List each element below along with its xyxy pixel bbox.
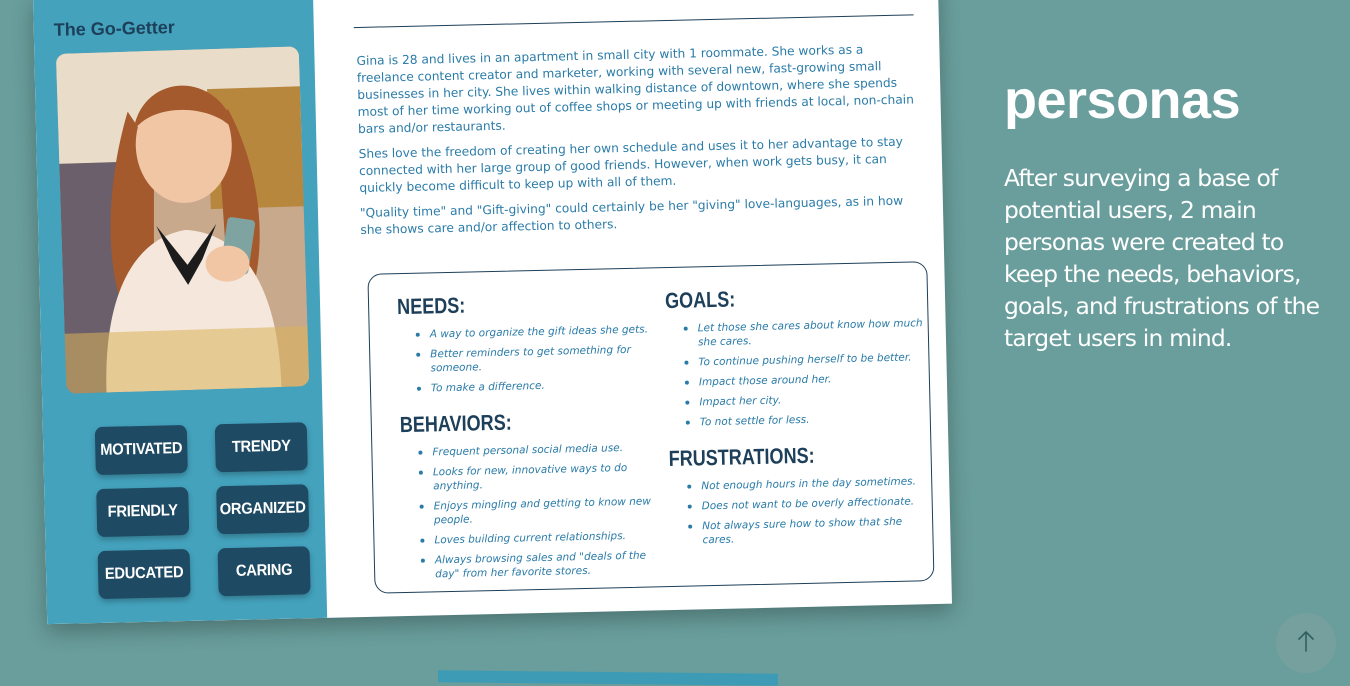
list-item: Looks for new, innovative ways to do anything. bbox=[419, 460, 662, 493]
persona-bio bbox=[356, 40, 920, 247]
section-heading: personas bbox=[1004, 70, 1241, 130]
attributes-right-column bbox=[665, 282, 931, 564]
list-item: Not enough hours in the day sometimes. bbox=[687, 474, 929, 493]
bio-paragraph: "Quality time" and "Gift-giving" could certainly be her "giving" love-languages, as in how she shows care and/or affection to others. bbox=[359, 193, 904, 237]
frustrations-list bbox=[669, 474, 930, 548]
list-item: Not always sure how to show that she cares. bbox=[688, 514, 931, 547]
trait-tag: FRIENDLY bbox=[96, 487, 189, 537]
trait-tag: EDUCATED bbox=[98, 549, 191, 599]
bio-paragraph: Gina is 28 and lives in an apartment in small city with 1 roommate. She works as a freelance content creator and marketer, working with several new, fast-growing small businesses in her city. She lives within walking distance of downtown, where she spends most of her time working out of coffee shops or meeting up with friends at local, non-chain bars and/or restaurants. bbox=[356, 42, 914, 137]
list-item: A way to organize the gift ideas she gets. bbox=[416, 322, 658, 341]
goals-heading: GOALS: bbox=[664, 286, 736, 314]
list-item: To make a difference. bbox=[417, 376, 659, 395]
scroll-to-top-button[interactable] bbox=[1276, 613, 1336, 673]
section-intro bbox=[1004, 60, 1334, 354]
persona-photo bbox=[56, 46, 310, 393]
list-item: Loves building current relationships. bbox=[420, 528, 662, 547]
list-item: Impact her city. bbox=[685, 390, 927, 409]
goals-list bbox=[666, 316, 928, 430]
trait-tag: CARING bbox=[218, 546, 311, 596]
behaviors-list bbox=[400, 440, 663, 582]
arrow-up-icon bbox=[1296, 629, 1316, 657]
behaviors-heading: BEHAVIORS: bbox=[399, 409, 512, 438]
trait-tag: TRENDY bbox=[215, 422, 308, 472]
section-description: After surveying a base of potential users, 2 main personas were created to keep the needs, behaviors, goals, and frustrations of the target users in mind. bbox=[1004, 164, 1320, 352]
trait-tag: ORGANIZED bbox=[216, 484, 309, 534]
persona-sidebar bbox=[33, 0, 327, 624]
persona-card bbox=[33, 0, 952, 624]
needs-list bbox=[398, 322, 659, 396]
attributes-left-column bbox=[397, 288, 664, 598]
list-item: Enjoys mingling and getting to know new people. bbox=[420, 494, 663, 527]
bio-paragraph: Shes love the freedom of creating her own schedule and uses it to her advantage to stay connected with her large group of good friends. However, when work gets busy, it can quickly become difficult to keep up with all of them. bbox=[358, 134, 904, 195]
list-item: Better reminders to get something for someone. bbox=[416, 342, 659, 375]
list-item: To continue pushing herself to be better. bbox=[684, 350, 926, 369]
trait-tags bbox=[91, 422, 315, 599]
list-item: To not settle for less. bbox=[686, 410, 928, 429]
list-item: Always browsing sales and "deals of the day" from her favorite stores. bbox=[421, 548, 664, 581]
list-item: Frequent personal social media use. bbox=[418, 440, 660, 459]
persona-title: The Go-Getter bbox=[53, 17, 175, 40]
list-item: Impact those around her. bbox=[685, 370, 927, 389]
persona-details bbox=[313, 0, 952, 618]
frustrations-heading: FRUSTRATIONS: bbox=[668, 442, 815, 472]
needs-heading: NEEDS: bbox=[396, 292, 466, 320]
persona-attributes-box bbox=[367, 261, 934, 594]
divider bbox=[354, 14, 914, 28]
list-item: Does not want to be overly affectionate. bbox=[688, 494, 930, 513]
trait-tag: MOTIVATED bbox=[95, 425, 188, 475]
list-item: Let those she cares about know how much she cares. bbox=[684, 316, 927, 349]
next-card-edge bbox=[438, 670, 778, 686]
